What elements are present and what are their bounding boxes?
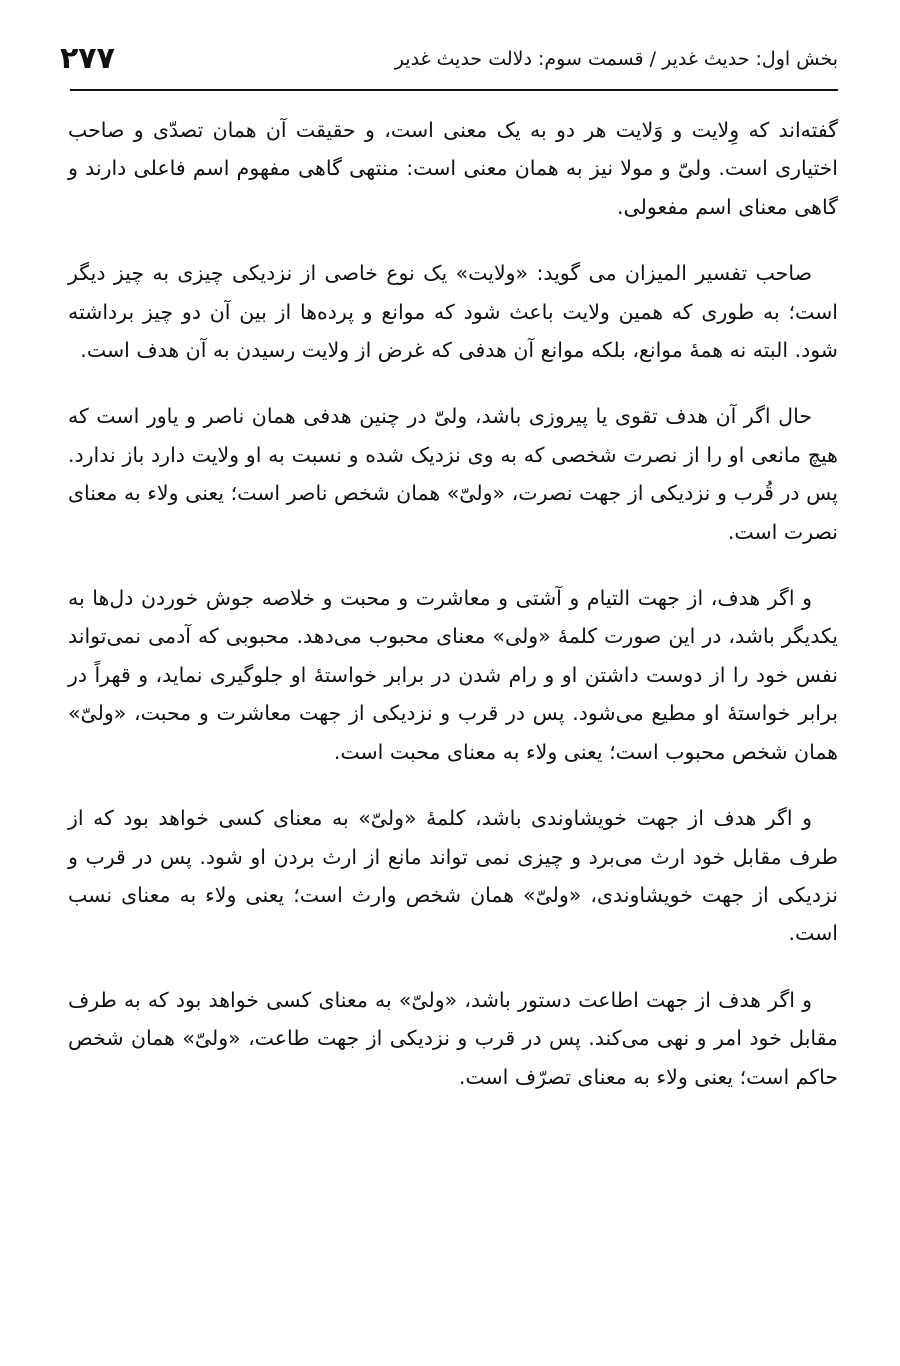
- paragraph-4: و اگر هدف، از جهت التیام و آشتی و معاشرت و محبت و خلاصه جوش خوردن دل‌ها به یکدیگر باشد، در این صورت کلمهٔ «ولی» معنای محبوب می‌دهد. محبوبی که آدمی نمی‌تواند نفس خود را از دوست داشتن او و رام شدن در برابر خواستهٔ او جلوگیری نماید، و قهراً در برابر خواستهٔ او مطیع می‌شود. پس در قرب و نزدیکی از جهت معاشرت و محبت، «ولیّ» همان شخص محبوب است؛ یعنی ولاء به معنای محبت است.: [68, 586, 838, 764]
- header-divider: [70, 89, 838, 91]
- running-title: بخش اول: حدیث غدیر / قسمت سوم: دلالت حدیث غدیر: [394, 48, 838, 70]
- page-number: ۲۷۷: [60, 41, 115, 76]
- paragraph-2: صاحب تفسیر المیزان می گوید: «ولایت» یک نوع خاصی از نزدیکی چیزی به چیز دیگر است؛ به طوری که همین ولایت باعث شود که موانع و پرده‌ها از بین آن دو چیز برداشته شود. البته نه همهٔ موانع، بلکه موانع آن هدفی که غرض از ولایت رسیدن به آن هدف است.: [68, 261, 838, 363]
- paragraph-1: گفته‌اند که وِلایت و وَلایت هر دو به یک معنی است، و حقیقت آن همان تصدّی و صاحب اختیاری است. ولیّ و مولا نیز به همان معنی است: منتهی گاهی مفهوم اسم فاعلی دارند و گاهی معنای اسم مفعولی.: [68, 118, 838, 219]
- running-header: [60, 34, 838, 84]
- paragraph-5: و اگر هدف از جهت خویشاوندی باشد، کلمهٔ «ولیّ» به معنای کسی خواهد بود که از طرف مقابل خود ارث می‌برد و چیزی نمی تواند مانع از ارث بردن او شود. پس در قرب و نزدیکی از جهت خویشاوندی، «ولیّ» همان شخص وارث است؛ یعنی ولاء به معنای نسب است.: [68, 806, 838, 946]
- paragraph-6: و اگر هدف از جهت اطاعت دستور باشد، «ولیّ» به معنای کسی خواهد بود که به طرف مقابل خود امر و نهی می‌کند. پس در قرب و نزدیکی از جهت طاعت، «ولیّ» همان شخص حاکم است؛ یعنی ولاء به معنای تصرّف است.: [68, 987, 838, 1089]
- paragraph-3: حال اگر آن هدف تقوی یا پیروزی باشد، ولیّ در چنین هدفی همان ناصر و یاور است که هیچ مانعی او را از نصرت شخصی که به وی نزدیک شده و نسبت به او ولایت دارد باز ندارد. پس در قُرب و نزدیکی از جهت نصرت، «ولیّ» همان شخص ناصر است؛ یعنی ولاء به معنای نصرت است.: [68, 404, 838, 544]
- body-text: [68, 111, 838, 1124]
